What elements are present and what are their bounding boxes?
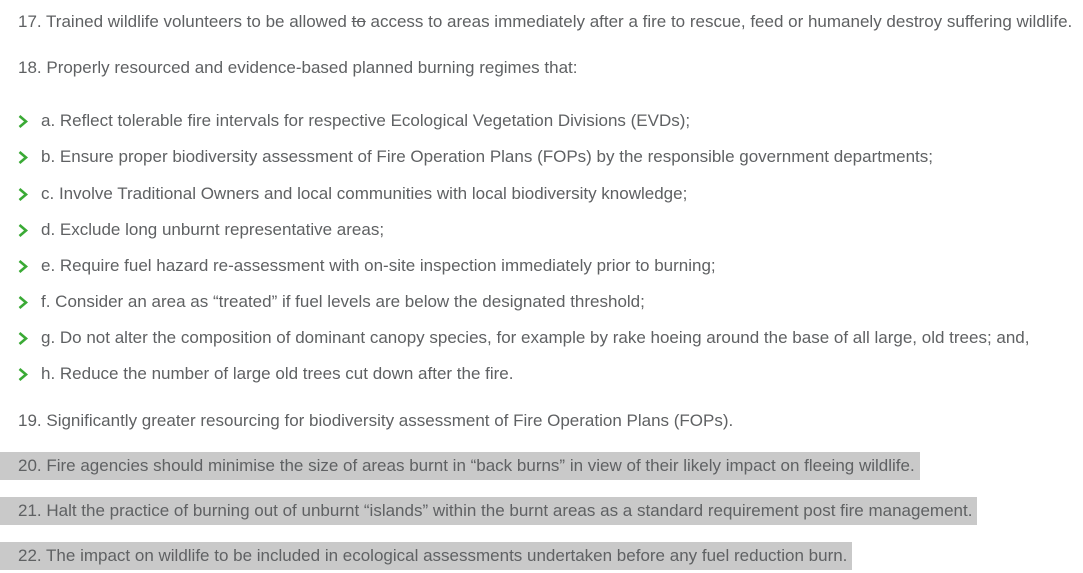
list-item-19: 19. Significantly greater resourcing for biodiversity assessment of Fire Operation Plans (FOPs). (18, 411, 734, 430)
chevron-right-icon (16, 223, 30, 238)
item-17-strikethrough-word: to (351, 12, 366, 31)
sub-item-label: b. Ensure proper biodiversity assessment of Fire Operation Plans (FOPs) by the responsible government departments; (41, 147, 933, 166)
list-item-g (16, 329, 1029, 347)
chevron-right-icon (16, 331, 30, 346)
list-item-a (16, 112, 690, 130)
list-item-22-highlighted: 22. The impact on wildlife to be included in ecological assessments undertaken before any fuel reduction burn. (0, 542, 852, 570)
sub-item-label: e. Require fuel hazard re-assessment with on-site inspection immediately prior to burning; (41, 256, 716, 275)
chevron-right-icon (16, 367, 30, 382)
chevron-right-icon (16, 295, 30, 310)
sub-item-label: c. Involve Traditional Owners and local communities with local biodiversity knowledge; (41, 184, 688, 203)
list-item-21-highlighted: 21. Halt the practice of burning out of unburnt “islands” within the burnt areas as a standard requirement post fire management. (0, 497, 977, 525)
list-item-20-highlighted: 20. Fire agencies should minimise the size of areas burnt in “back burns” in view of their likely impact on fleeing wildlife. (0, 452, 920, 480)
list-item-d (16, 221, 384, 239)
list-item-f (16, 293, 645, 311)
list-item-17 (18, 13, 1072, 31)
chevron-right-icon (16, 187, 30, 202)
sub-item-label: d. Exclude long unburnt representative areas; (41, 220, 385, 239)
sub-item-label: f. Consider an area as “treated” if fuel levels are below the designated threshold; (41, 292, 645, 311)
item-17-text-after: access to areas immediately after a fire to rescue, feed or humanely destroy suffering wildlife. (365, 12, 1073, 31)
sub-item-label: h. Reduce the number of large old trees cut down after the fire. (41, 364, 514, 383)
list-item-c (16, 185, 687, 203)
item-17-text-before: 17. Trained wildlife volunteers to be allowed (18, 12, 352, 31)
chevron-right-icon (16, 150, 30, 165)
sub-item-label: g. Do not alter the composition of dominant canopy species, for example by rake hoeing around the base of all large, old trees; and, (41, 328, 1030, 347)
chevron-right-icon (16, 114, 30, 129)
sub-item-label: a. Reflect tolerable fire intervals for respective Ecological Vegetation Divisions (EVDs); (41, 111, 691, 130)
list-item-b (16, 148, 933, 166)
list-item-e (16, 257, 716, 275)
chevron-right-icon (16, 259, 30, 274)
list-item-18: 18. Properly resourced and evidence-based planned burning regimes that: (18, 58, 578, 77)
list-item-h (16, 365, 514, 383)
